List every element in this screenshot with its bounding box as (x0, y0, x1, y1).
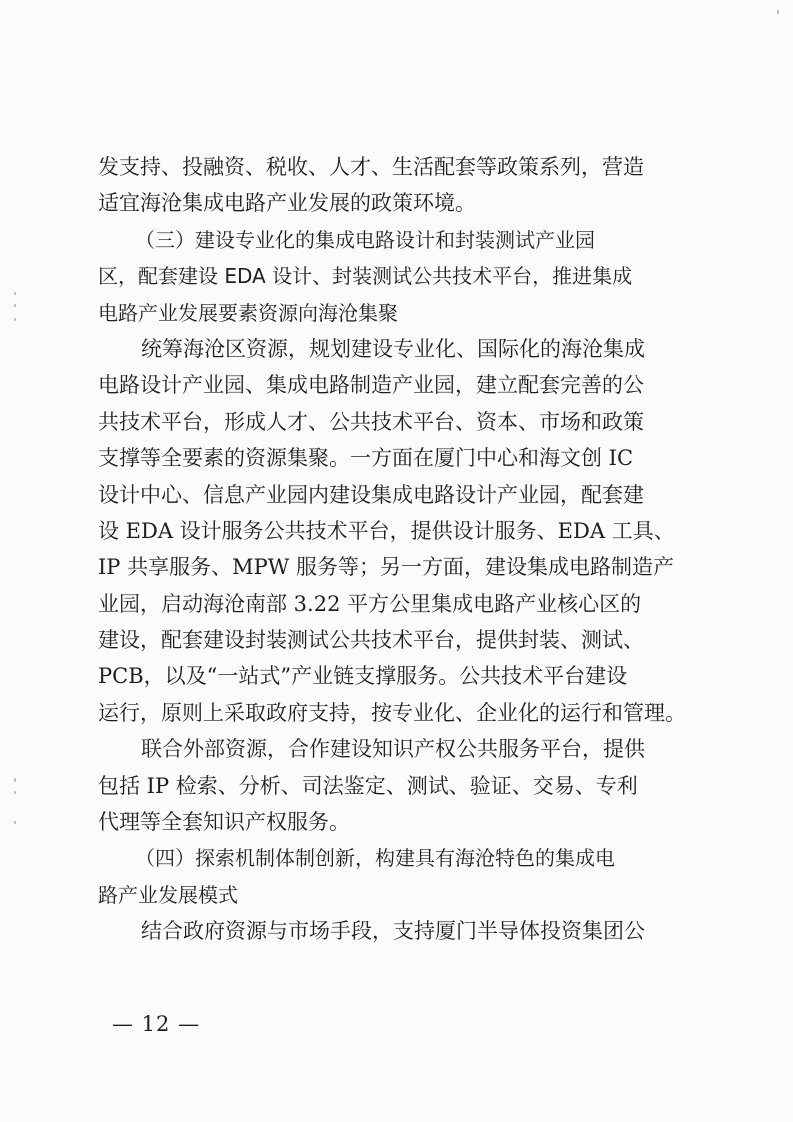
body-line: 电路设计产业园、集成电路制造产业园，建立配套完善的公 (98, 373, 644, 398)
section-heading-line: （三）建设专业化的集成电路设计和封装测试产业园 (135, 227, 595, 252)
section-heading-line: （四）探索机制体制创新，构建具有海沧特色的集成电 (135, 846, 615, 871)
body-line: IP 共享服务、MPW 服务等；另一方面，建设集成电路制造产 (98, 555, 674, 580)
body-line: 统筹海沧区资源，规划建设专业化、国际化的海沧集成 (141, 336, 645, 361)
scan-mark (14, 304, 16, 307)
body-line: 设计中心、信息产业园内建设集成电路设计产业园，配套建 (98, 482, 644, 507)
body-line: 共技术平台，形成人才、公共技术平台、资本、市场和政策 (98, 409, 644, 434)
section-heading-line: 区，配套建设 EDA 设计、封装测试公共技术平台，推进集成 (98, 264, 633, 289)
body-line: 业园，启动海沧南部 3.22 平方公里集成电路产业核心区的 (98, 591, 642, 616)
body-line: 运行，原则上采取政府支持，按专业化、企业化的运行和管理。 (98, 700, 686, 725)
body-line: 支撑等全要素的资源集聚。一方面在厦门中心和海文创 IC (98, 446, 634, 471)
body-text (98, 149, 698, 950)
page-number: — 12 — (112, 1012, 201, 1036)
scan-mark (14, 292, 16, 295)
body-line: 建设，配套建设封装测试公共技术平台，提供封装、测试、 (98, 628, 644, 653)
body-line: 代理等全套知识产权服务。 (98, 810, 350, 835)
body-line: 适宜海沧集成电路产业发展的政策环境。 (98, 191, 476, 216)
scan-mark (14, 778, 16, 782)
body-line: 联合外部资源，合作建设知识产权公共服务平台，提供 (141, 737, 645, 762)
scan-mark (14, 791, 16, 794)
body-line: 结合政府资源与市场手段，支持厦门半导体投资集团公 (141, 919, 645, 944)
body-line: 发支持、投融资、税收、人才、生活配套等政策系列，营造 (98, 155, 644, 179)
section-heading-line: 路产业发展模式 (98, 882, 238, 907)
scan-mark (14, 821, 16, 824)
body-line: 设 EDA 设计服务公共技术平台，提供设计服务、EDA 工具、 (98, 518, 675, 543)
section-heading-line: 电路产业发展要素资源向海沧集聚 (98, 300, 398, 325)
body-line: 包括 IP 检索、分析、司法鉴定、测试、验证、交易、专利 (98, 773, 638, 798)
body-line: PCB，以及“一站式”产业链支撑服务。公共技术平台建设 (98, 664, 628, 689)
scan-mark (14, 318, 16, 321)
scan-mark (777, 10, 779, 14)
